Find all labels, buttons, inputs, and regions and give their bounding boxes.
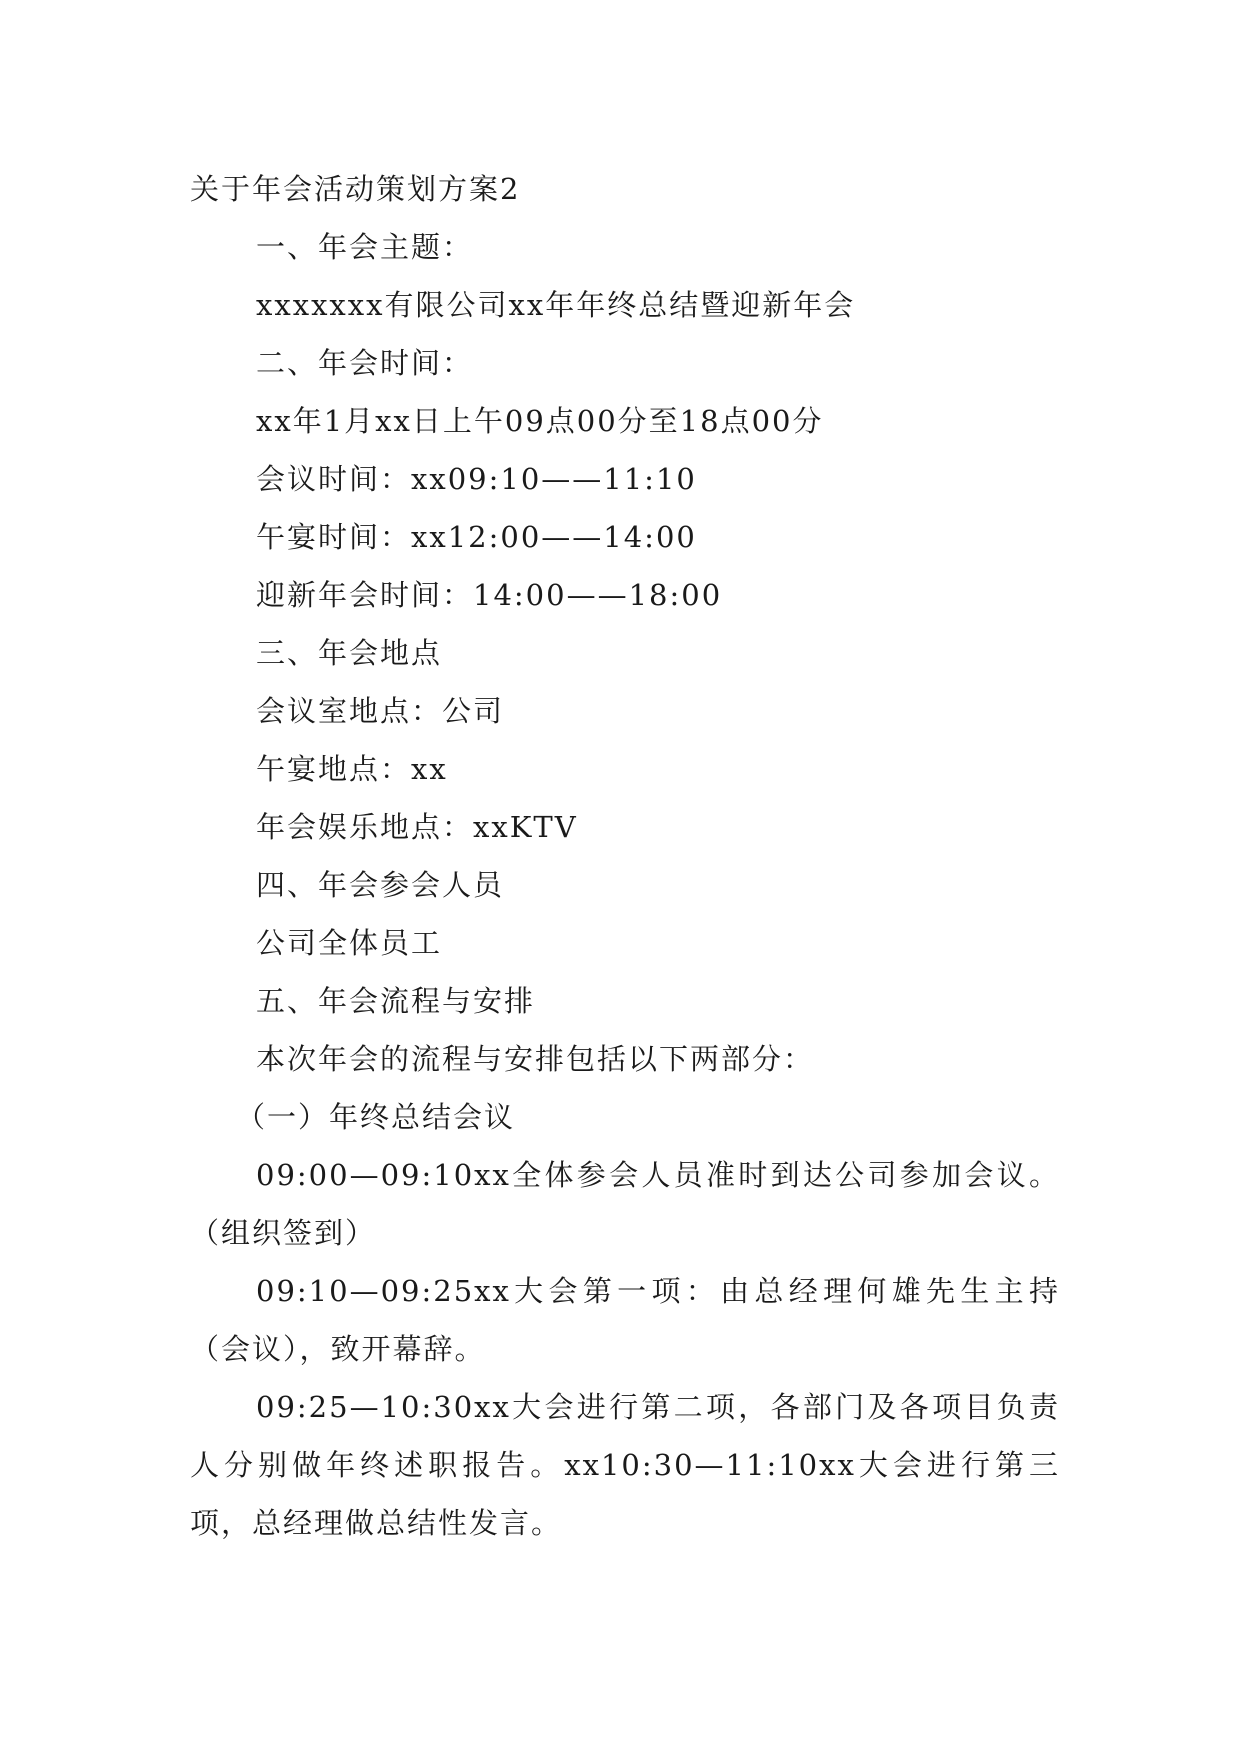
section-heading-location: 三、年会地点 xyxy=(256,636,443,670)
party-location-text: 年会娱乐地点：xxKTV xyxy=(256,810,578,844)
meeting-location-text: 会议室地点：公司 xyxy=(256,694,505,728)
meeting-time-text: 会议时间：xx09:10——11:10 xyxy=(256,462,697,496)
subsection-heading: （一）年终总结会议 xyxy=(236,1100,516,1134)
party-time-text: 迎新年会时间：14:00——18:00 xyxy=(256,578,723,612)
section-heading-time: 二、年会时间： xyxy=(256,346,474,380)
attendees-text: 公司全体员工 xyxy=(256,926,443,960)
theme-text: xxxxxxx有限公司xx年年终总结暨迎新年会 xyxy=(256,288,856,322)
document-title: 关于年会活动策划方案2 xyxy=(190,172,521,206)
lunch-location-text: 午宴地点：xx xyxy=(256,752,448,786)
schedule-paragraph: 09:00—09:10xx全体参会人员准时到达公司参加会议。（组织签到） xyxy=(190,1158,1060,1250)
section-heading-theme: 一、年会主题： xyxy=(256,230,474,264)
document-content xyxy=(190,160,1060,1552)
section-heading-attendees: 四、年会参会人员 xyxy=(256,868,505,902)
section-heading-schedule: 五、年会流程与安排 xyxy=(256,984,536,1018)
lunch-time-text: 午宴时间：xx12:00——14:00 xyxy=(256,520,697,554)
schedule-paragraph: 09:10—09:25xx大会第一项：由总经理何雄先生主持（会议），致开幕辞。 xyxy=(190,1274,1060,1366)
schedule-intro-text: 本次年会的流程与安排包括以下两部分： xyxy=(256,1042,815,1076)
schedule-paragraph: 09:25—10:30xx大会进行第二项，各部门及各项目负责人分别做年终述职报告。xx10:30—11:10xx大会进行第三项，总经理做总结性发言。 xyxy=(190,1390,1060,1540)
time-range-text: xx年1月xx日上午09点00分至18点00分 xyxy=(256,404,824,438)
